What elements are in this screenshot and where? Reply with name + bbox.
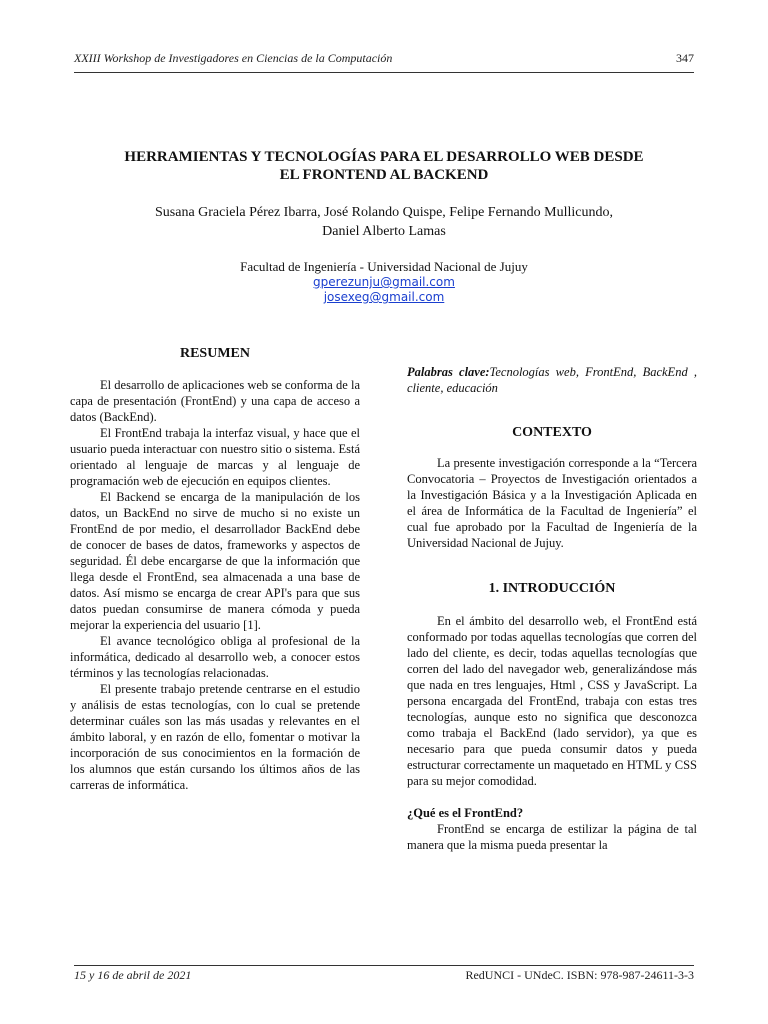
affiliation: Facultad de Ingeniería - Universidad Nacional de Jujuy	[240, 259, 528, 274]
paper-title	[74, 148, 694, 184]
email-link-1[interactable]: gperezunju@gmail.com	[313, 275, 455, 289]
email-link-2[interactable]: josexeg@gmail.com	[323, 290, 445, 304]
resumen-paragraph-3: El Backend se encarga de la manipulación de los datos, un BackEnd no sirve de mucho si no existe un FrontEnd de por medio, el desarrollador BackEnd debe de conocer de bases de datos, frameworks y aspectos de seguridad. Él debe encargarse de que la información que llega desde el FrontEnd, sea almacenada a una base de datos. Así mismo se encarga de crear API's para que sus datos puedan consumirse de manera cómoda y pueda mejorar la experiencia del usuario [1].	[70, 490, 360, 632]
left-column	[70, 346, 360, 793]
affiliation-block	[74, 259, 694, 305]
resumen-paragraph-5: El presente trabajo pretende centrarse en el estudio y análisis de estas tecnologías, con lo cual se pretende determinar cuáles son las más usadas y relevantes en el ámbito laboral, y en razón de ello, fomentar o motivar la incorporación de sus conocimientos en la formación de los alumnos que están cursando los últimos años de las carreras de informática.	[70, 682, 360, 792]
footer-date: 15 y 16 de abril de 2021	[74, 968, 192, 982]
keywords	[407, 364, 697, 396]
right-column	[407, 346, 697, 853]
resumen-paragraph-4: El avance tecnológico obliga al profesional de la informática, dedicado al desarrollo web, a conocer estos términos y las tecnologías relacionadas.	[70, 634, 360, 680]
page-footer	[74, 968, 694, 983]
resumen-heading: RESUMEN	[179, 346, 250, 361]
header-rule	[74, 72, 694, 73]
keywords-text: Tecnologías web, FrontEnd, BackEnd , cliente, educación	[407, 365, 697, 395]
frontend-subheading: ¿Qué es el FrontEnd?	[407, 806, 524, 820]
footer-rule	[74, 965, 694, 966]
resumen-paragraph-1: El desarrollo de aplicaciones web se conforma de la capa de presentación (FrontEnd) y una capa de acceso a datos (BackEnd).	[70, 378, 360, 424]
title-line-1: HERRAMIENTAS Y TECNOLOGÍAS PARA EL DESARROLLO WEB DESDE	[124, 149, 644, 165]
authors-line-1: Susana Graciela Pérez Ibarra, José Rolando Quispe, Felipe Fernando Mullicundo,	[155, 205, 613, 220]
frontend-paragraph: FrontEnd se encarga de estilizar la página de tal manera que la misma pueda presentar la	[407, 822, 697, 852]
page-number: 347	[676, 51, 694, 65]
footer-publisher: RedUNCI - UNdeC. ISBN: 978-987-24611-3-3	[465, 968, 694, 982]
running-header	[74, 51, 694, 66]
contexto-paragraph-1: La presente investigación corresponde a la “Tercera Convocatoria – Proyectos de Investigación orientados a la Investigación Básica y a la Investigación Aplicada en el área de Informática de la Facultad de Ingeniería” el cual fue aprobado por la Facultad de Ingeniería de la Universidad Nacional de Jujuy.	[407, 456, 697, 550]
introduccion-heading: 1. INTRODUCCIÓN	[488, 581, 616, 596]
contexto-heading: CONTEXTO	[512, 425, 592, 440]
title-line-2: EL FRONTEND AL BACKEND	[279, 167, 489, 183]
authors	[74, 203, 694, 241]
resumen-paragraph-2: El FrontEnd trabaja la interfaz visual, y hace que el usuario pueda interactuar con nuestro sitio o sistema. Está orientado al lenguaje de marcas y al lenguaje de programación web de ejecución en equipos clientes.	[70, 426, 360, 488]
authors-line-2: Daniel Alberto Lamas	[322, 224, 446, 239]
introduccion-paragraph-1: En el ámbito del desarrollo web, el FrontEnd está conformado por todas aquellas tecnologías que corren del lado del cliente, es decir, todas aquellas tecnologías que corren del lado del navegador web, generalizándose más que nada en tres lenguajes, Html , CSS y JavaScript. La persona encargada del FrontEnd, trabaja con estas tres tecnologías, aunque esto no significa que desconozca como trabaja el BackEnd (lado servidor), ya que es necesario para que pueda consumir datos y pueda estructurar correctamente un maquetado en HTML y CSS para su mejor comodidad.	[407, 614, 697, 788]
running-title: XXIII Workshop de Investigadores en Ciencias de la Computación	[74, 51, 393, 65]
keywords-label: Palabras clave:	[407, 365, 490, 379]
